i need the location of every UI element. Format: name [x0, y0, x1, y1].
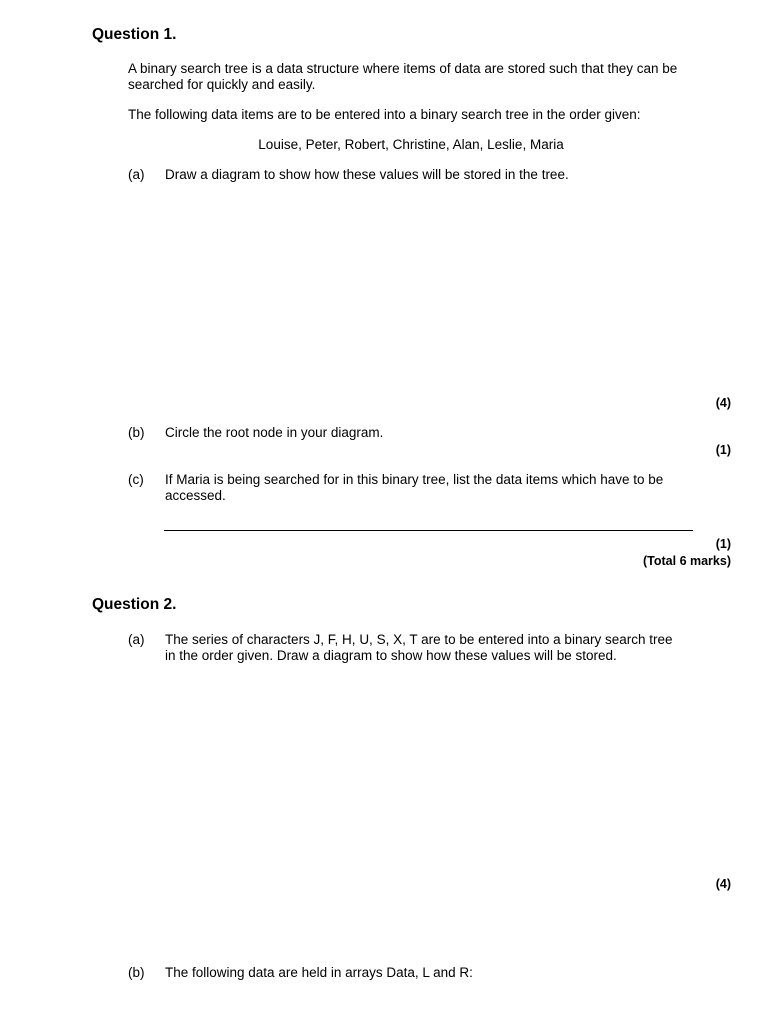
question-1-title: Question 1.	[92, 26, 177, 43]
question-1-answer-line[interactable]	[164, 530, 693, 531]
question-2-part-b-label: (b)	[128, 965, 145, 980]
question-2-diagram-space	[128, 670, 694, 870]
question-1-total-marks: (Total 6 marks)	[643, 554, 731, 568]
question-1-part-b-marks: (1)	[715, 443, 731, 457]
question-2-part-a-marks: (4)	[715, 877, 731, 891]
question-2-part-b-text: The following data are held in arrays Data, L and R:	[165, 965, 473, 980]
question-2-part-a-text: The series of characters J, F, H, U, S, X, T are to be entered into a binary search tree in the order given. Draw a diagram to show how these values will be stored.	[165, 632, 673, 663]
question-1-part-a-label: (a)	[128, 167, 145, 182]
question-1-data-items: Louise, Peter, Robert, Christine, Alan, Leslie, Maria	[258, 137, 564, 152]
question-1-part-a-marks: (4)	[715, 396, 731, 410]
question-1-part-a-text: Draw a diagram to show how these values will be stored in the tree.	[165, 167, 569, 182]
question-1-instruction: The following data items are to be entered into a binary search tree in the order given:	[128, 107, 641, 122]
question-1-part-c-marks: (1)	[715, 537, 731, 551]
question-1-diagram-space	[128, 190, 694, 390]
question-1-part-c-label: (c)	[128, 472, 144, 487]
question-2-title: Question 2.	[92, 596, 177, 613]
question-1-part-b-text: Circle the root node in your diagram.	[165, 425, 384, 440]
question-2-part-a-label: (a)	[128, 632, 145, 647]
question-1-part-c-text: If Maria is being searched for in this binary tree, list the data items which have to be accessed.	[165, 472, 664, 503]
question-1-part-b-label: (b)	[128, 425, 145, 440]
question-1-intro: A binary search tree is a data structure where items of data are stored such that they can be searched for quickly and easily.	[128, 61, 678, 92]
